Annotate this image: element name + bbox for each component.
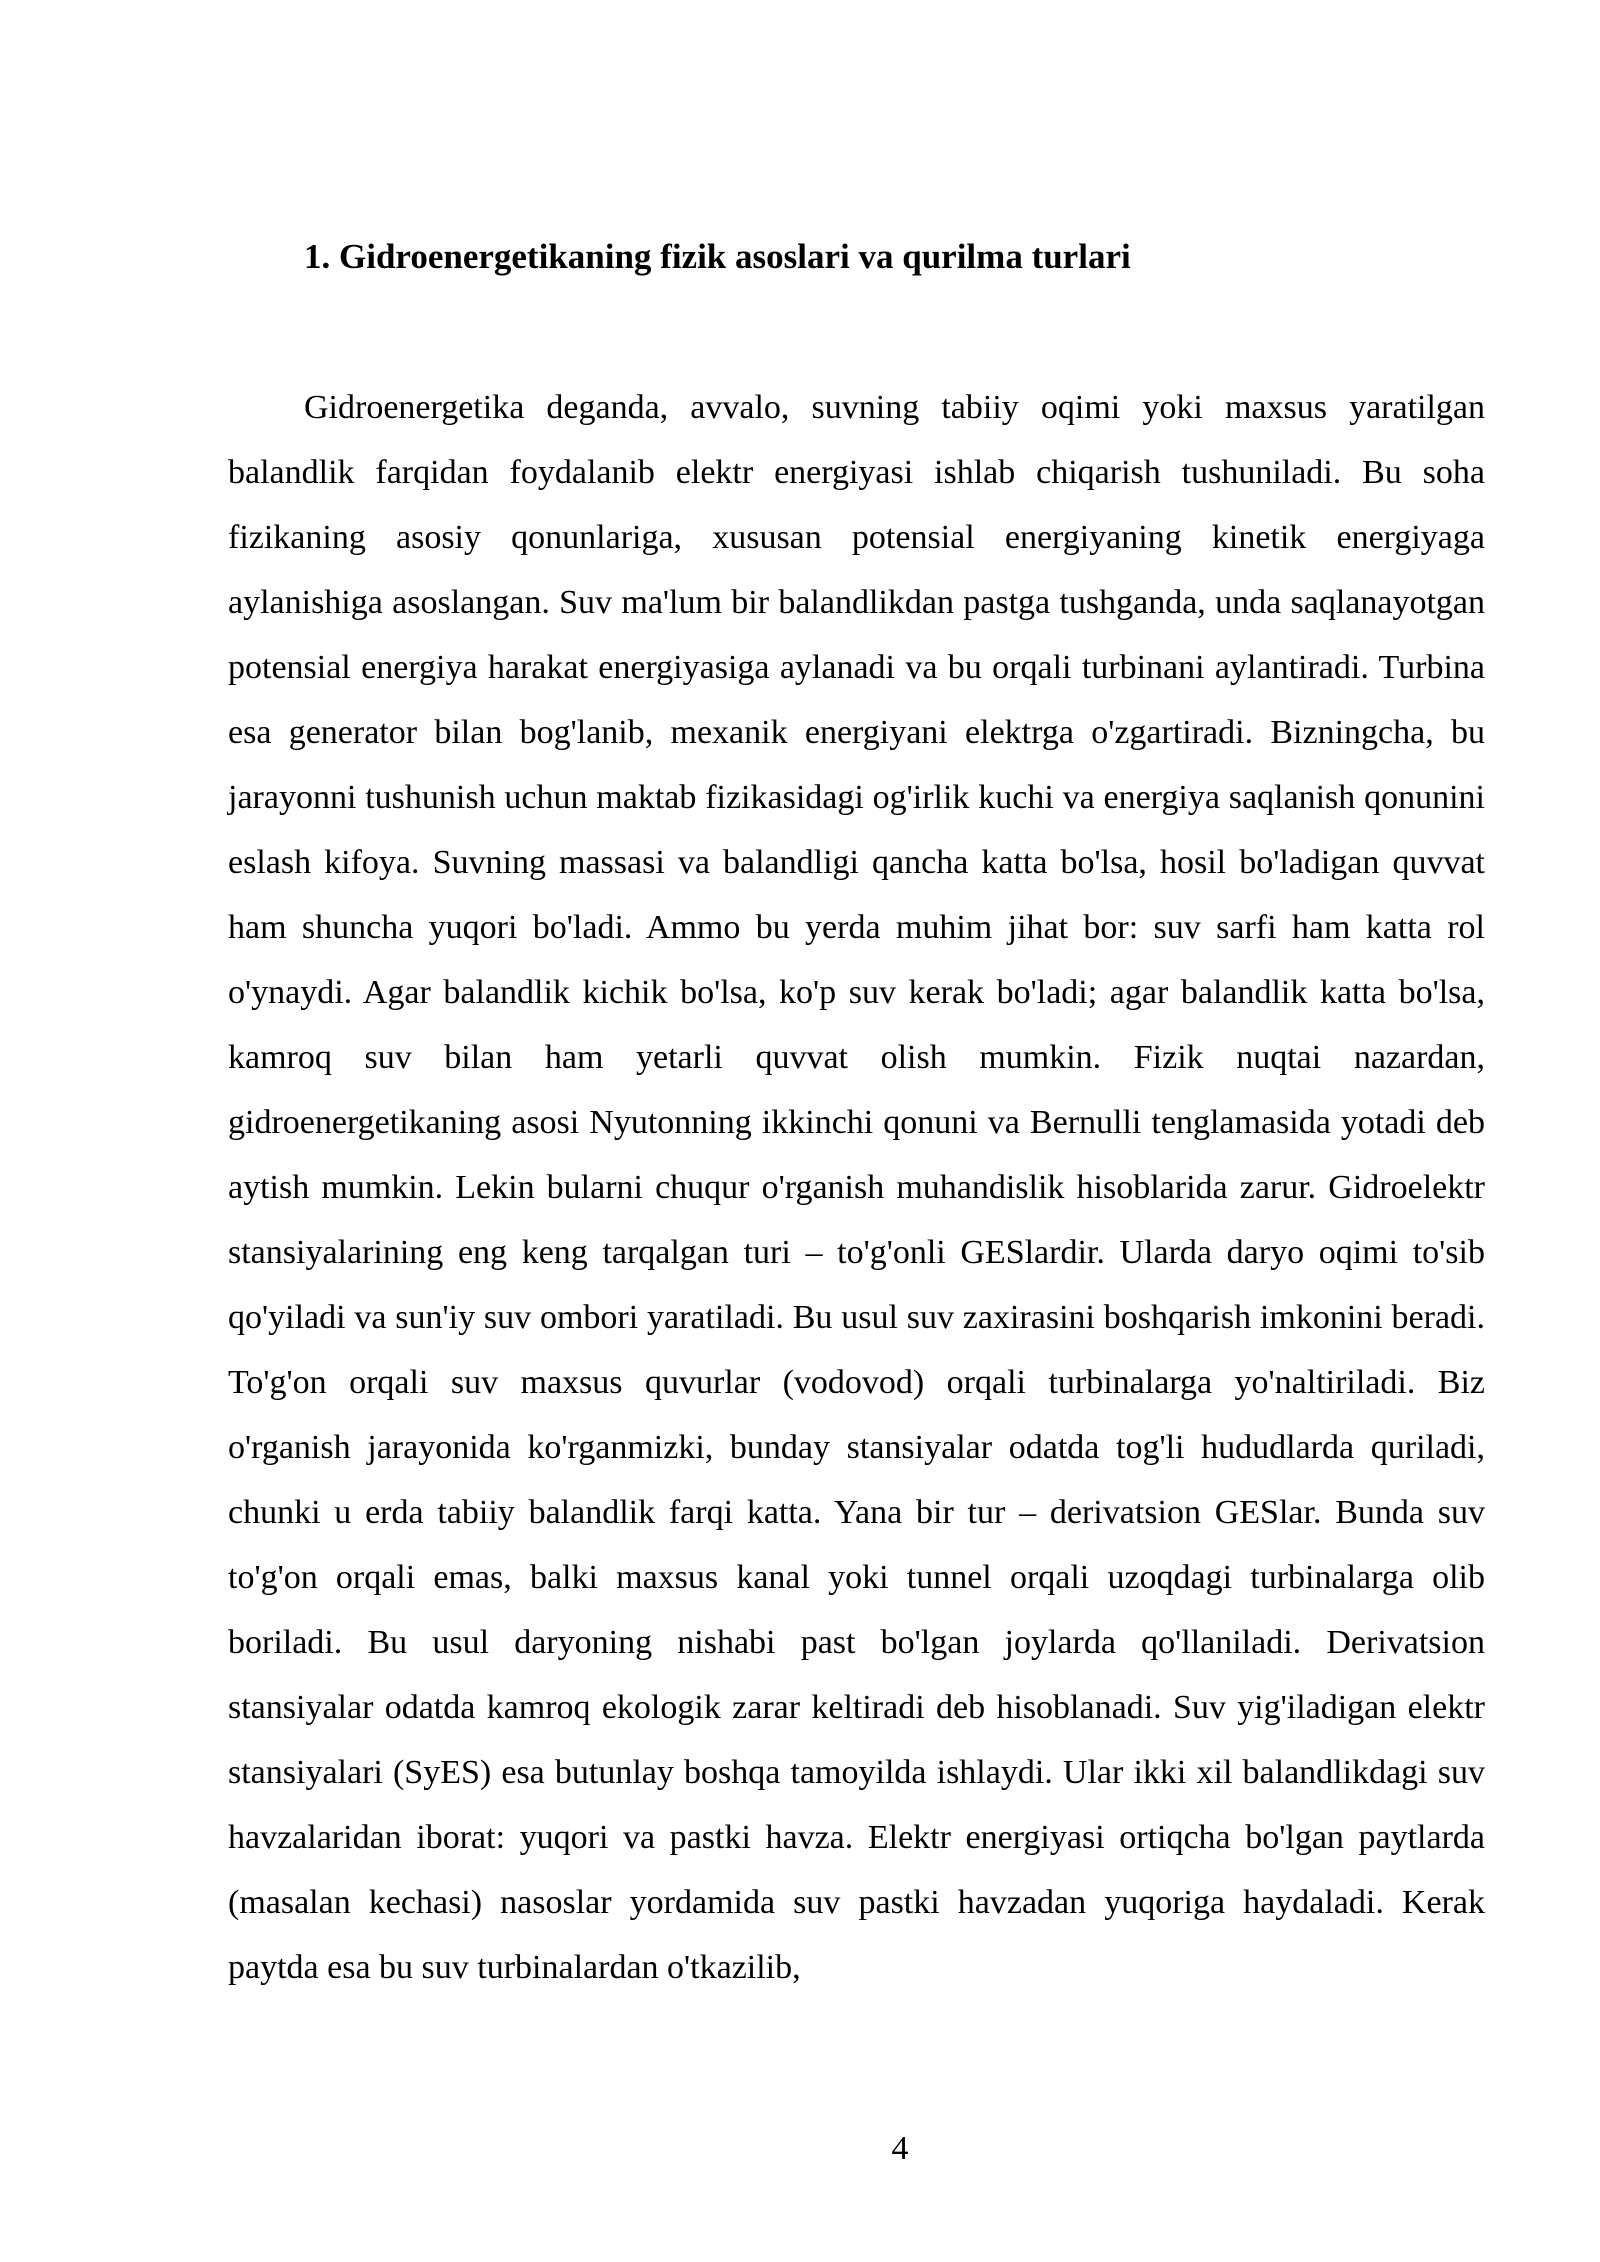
body-paragraph: Gidroenergetika deganda, avvalo, suvning tabiiy oqimi yoki maxsus yaratilgan balandlik farqidan foydalanib elektr energiyasi ishlab chiqarish tushuniladi. Bu soha fizikaning asosiy qonunlariga, xususan potensial energiyaning kinetik energiyaga aylanishiga asoslangan. Suv ma'lum bir balandlikdan pastga tushganda, unda saqlanayotgan potensial energiya harakat energiyasiga aylanadi va bu orqali turbinani aylantiradi. Turbina esa generator bilan bog'lanib, mexanik energiyani elektrga o'zgartiradi. Bizningcha, bu jarayonni tushunish uchun maktab fizikasidagi og'irlik kuchi va energiya saqlanish qonunini eslash kifoya. Suvning massasi va balandligi qancha katta bo'lsa, hosil bo'ladigan quvvat ham shuncha yuqori bo'ladi. Ammo bu yerda muhim jihat bor: suv sarfi ham katta rol o'ynaydi. Agar balandlik kichik bo'lsa, ko'p suv kerak bo'ladi; agar balandlik katta bo'lsa, kamroq suv bilan ham yetarli quvvat olish mumkin. Fizik nuqtai nazardan, gidroenergetikaning asosi Nyutonning ikkinchi qonuni va Bernulli tenglamasida yotadi deb aytish mumkin. Lekin bularni chuqur o'rganish muhandislik hisoblarida zarur. Gidroelektr stansiyalarining eng keng tarqalgan turi – to'g'onli GESlardir. Ularda daryo oqimi to'sib qo'yiladi va sun'iy suv ombori yaratiladi. Bu usul suv zaxirasini boshqarish imkonini beradi. To'g'on orqali suv maxsus quvurlar (vodovod) orqali turbinalarga yo'naltiriladi. Biz o'rganish jarayonida ko'rganmizki, bunday stansiyalar odatda tog'li hududlarda quriladi, chunki u erda tabiiy balandlik farqi katta. Yana bir tur – derivatsion GESlar. Bunda suv to'g'on orqali emas, balki maxsus kanal yoki tunnel orqali uzoqdagi turbinalarga olib boriladi. Bu usul daryoning nishabi past bo'lgan joylarda qo'llaniladi. Derivatsion stansiyalar odatda kamroq ekologik zarar keltiradi deb hisoblanadi. Suv yig'iladigan elektr stansiyalari (SyES) esa butunlay boshqa tamoyilda ishlaydi. Ular ikki xil balandlikdagi suv havzalaridan iborat: yuqori va pastki havza. Elektr energiyasi ortiqcha bo'lgan paytlarda (masalan kechasi) nasoslar yordamida suv pastki havzadan yuqoriga haydaladi. Kerak paytda esa bu suv turbinalardan o'tkazilib, (228, 389, 1485, 1986)
page-number: 4 (891, 2130, 909, 2167)
section-heading: 1. Gidroenergetikaning fizik asoslari va qurilma turlari (304, 237, 1131, 276)
